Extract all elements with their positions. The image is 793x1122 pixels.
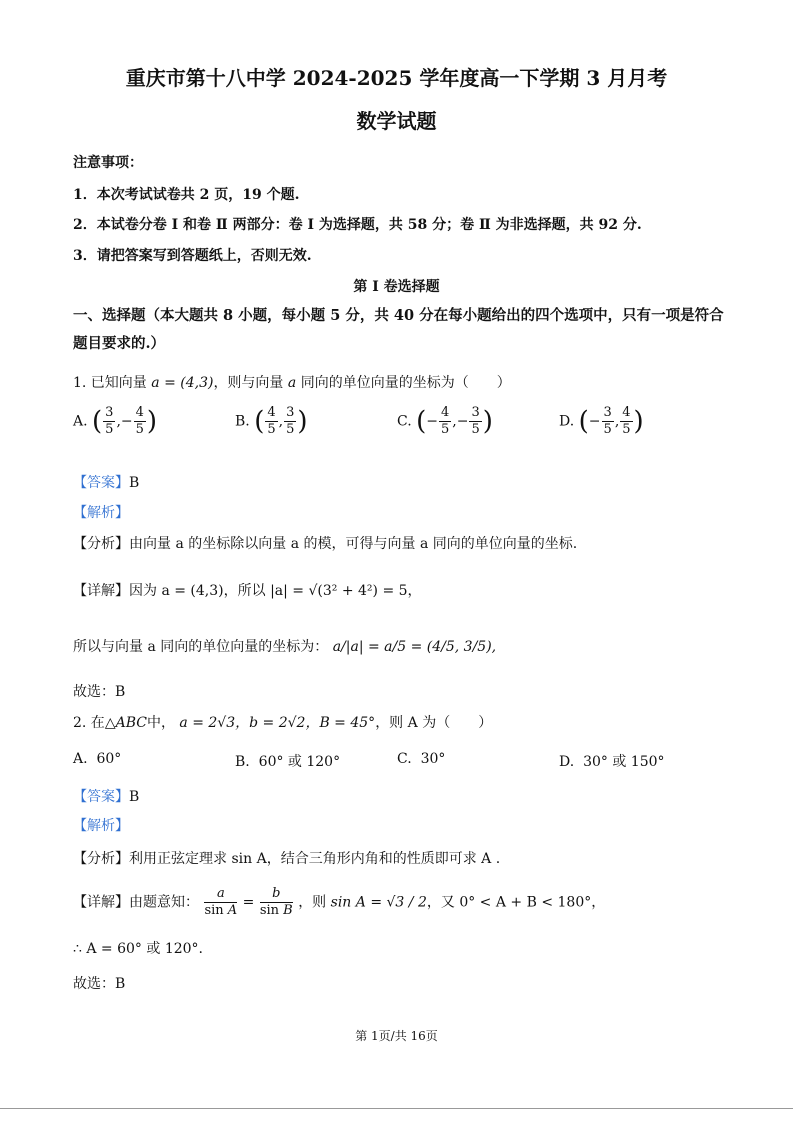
- part-heading: 一、选择题（本大题共 8 小题，每小题 5 分，共 40 分在每小题给出的四个选项中，只有一项是符合题目要求的.）: [73, 307, 724, 352]
- exam-title: 重庆市第十八中学 2024-2025 学年度高一下学期 3 月月考: [125, 66, 668, 90]
- notice-item-2: 2．本试卷分卷 I 和卷 Ⅱ 两部分：卷 I 为选择题，共 58 分；卷 Ⅱ 为非选择题，共 92 分.: [73, 217, 642, 233]
- q2-option-a: A. 60°: [73, 751, 122, 767]
- q2-law-of-sines-right: $\frac{b}{\text{sin B}}$: [259, 886, 293, 918]
- q1-option-a: A. ( $\frac{3}{5}$ ,− $\frac{4}{5}$ ): [73, 405, 158, 437]
- page-number: 第 1页/共 16页: [355, 1029, 438, 1043]
- option-fraction: $\frac{3}{5}$: [471, 405, 480, 437]
- option-fraction: $\frac{4}{5}$: [441, 405, 450, 437]
- q1-fenxi: 【分析】由向量 a 的坐标除以向量 a 的模，可得与向量 a 同向的单位向量的坐标.: [73, 536, 578, 552]
- q2-detail: 【详解】由题意知： $\frac{a}{\text{sin A}}$ = $\frac{b}{\text{sin B}}$ ，则 sin A = √3 / 2，又 0° < A + B < 180°，: [73, 886, 606, 918]
- q1-stem: 1. 已知向量 a = (4,3)，则与向量 a 同向的单位向量的坐标为（ ）: [73, 375, 511, 391]
- q2-option-d: D. 30° 或 150°: [559, 754, 665, 770]
- q1-option-c: C. (− $\frac{4}{5}$ ,− $\frac{3}{5}$ ): [397, 405, 493, 437]
- q2-fenxi: 【分析】利用正弦定理求 sin A，结合三角形内角和的性质即可求 A .: [73, 851, 501, 867]
- q1-analysis-tag: 【解析】: [73, 505, 129, 521]
- option-fraction: $\frac{3}{5}$: [603, 405, 612, 437]
- q1-option-b: B. ( $\frac{4}{5}$ , $\frac{3}{5}$ ): [235, 405, 308, 437]
- option-label: C.: [397, 413, 417, 430]
- q2-law-of-sines-left: $\frac{a}{\text{sin A}}$: [204, 886, 238, 918]
- option-fraction: $\frac{3}{5}$: [105, 405, 114, 437]
- q1-conclusion: 故选：B: [73, 684, 126, 700]
- q2-sin-a-value: sin A = √3 / 2: [330, 894, 427, 911]
- option-label: B.: [235, 413, 255, 430]
- q2-conditions: a = 2√3，b = 2√2，B = 45°: [179, 715, 376, 731]
- q2-stem: 2. 在△ABC中， a = 2√3，b = 2√2，B = 45°，则 A 为（ ）: [73, 715, 493, 731]
- q2-analysis-tag: 【解析】: [73, 818, 129, 834]
- notice-item-1: 1．本次考试试卷共 2 页，19 个题.: [73, 187, 300, 203]
- option-label: D.: [559, 413, 579, 430]
- option-fraction: $\frac{4}{5}$: [622, 405, 631, 437]
- q2-option-b: B. 60° 或 120°: [235, 754, 341, 770]
- notice-item-3: 3．请把答案写到答题纸上，否则无效.: [73, 248, 312, 264]
- option-fraction: $\frac{4}{5}$: [267, 405, 276, 437]
- notice-heading: 注意事项：: [73, 155, 143, 171]
- q2-option-c: C. 30°: [397, 751, 446, 767]
- q2-therefore: ∴ A = 60° 或 120°.: [73, 941, 203, 957]
- q1-vector: a = (4,3): [151, 375, 214, 391]
- section-title: 第 I 卷选择题: [353, 279, 440, 295]
- option-fraction: $\frac{3}{5}$: [286, 405, 295, 437]
- option-fraction: $\frac{4}{5}$: [135, 405, 144, 437]
- q1-detail-2: 所以与向量 a 同向的单位向量的坐标为： a/|a| = a/5 = (4/5, 3/5),: [73, 639, 497, 655]
- exam-subtitle: 数学试题: [356, 109, 437, 133]
- option-label: A.: [73, 413, 93, 430]
- bottom-divider: [0, 1108, 793, 1109]
- q1-unit-vector-expr: a/|a| = a/5 = (4/5, 3/5),: [332, 639, 497, 655]
- q1-detail: 【详解】因为 a = (4,3)，所以 |a| = √(3² + 4²) = 5，: [73, 583, 422, 599]
- q1-option-d: D. (− $\frac{3}{5}$ , $\frac{4}{5}$ ): [559, 405, 644, 437]
- q1-answer: 【答案】B: [73, 475, 140, 491]
- q2-conclusion: 故选：B: [73, 976, 126, 992]
- q2-answer: 【答案】B: [73, 789, 140, 805]
